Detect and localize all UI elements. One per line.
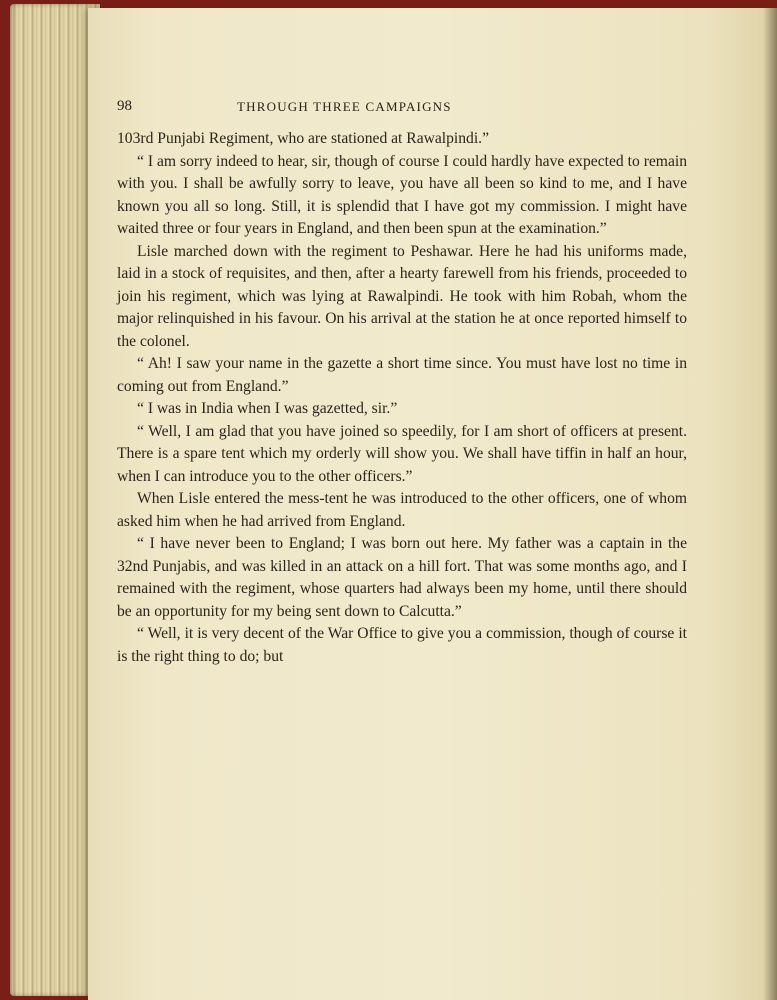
paragraph: 103rd Punjabi Regiment, who are stationed at Rawalpindi.”	[117, 130, 490, 147]
running-head	[117, 98, 687, 118]
paragraph: “ I was in India when I was gazetted, sir.”	[137, 400, 398, 417]
running-title: THROUGH THREE CAMPAIGNS	[237, 99, 452, 114]
body-text	[117, 128, 687, 668]
paragraph: “ I have never been to England; I was born out here. My father was a captain in the 32nd Punjabis, and was killed in an attack on a hill fort. That was some months ago, and I remained with the regiment, whose quarters had always been my home, until there should be an opportunity for my being sent down to Calcutta.”	[117, 535, 687, 620]
paragraph: When Lisle entered the mess-tent he was introduced to the other officers, one of whom asked him when he had arrived from England.	[117, 490, 687, 530]
paragraph: Lisle marched down with the regiment to Peshawar. Here he had his uniforms made, laid in a stock of requisites, and then, after a hearty farewell from his friends, proceeded to join his regiment, which was lying at Rawalpindi. He took with him Robah, whom the major relinquished in his favour. On his arrival at the station he at once reported himself to the colonel.	[117, 242, 687, 350]
page-edges	[10, 4, 100, 996]
paragraph: “ Ah! I saw your name in the gazette a short time since. You must have lost no time in coming out from England.”	[117, 355, 687, 395]
paragraph: “ Well, I am glad that you have joined so speedily, for I am short of officers at present. There is a spare tent which my orderly will show you. We shall have tiffin in half an hour, when I can introduce you to the other officers.”	[117, 422, 687, 485]
page-number: 98	[117, 98, 132, 114]
paragraph: “ Well, it is very decent of the War Office to give you a commission, though of course it is the right thing to do; but	[117, 625, 687, 665]
paragraph: “ I am sorry indeed to hear, sir, though of course I could hardly have expected to remain with you. I shall be awfully sorry to leave, you have all been so kind to me, and I have known you all so long. Still, it is splendid that I have got my commission. I might have waited three or four years in England, and then been spun at the examination.”	[117, 152, 687, 237]
